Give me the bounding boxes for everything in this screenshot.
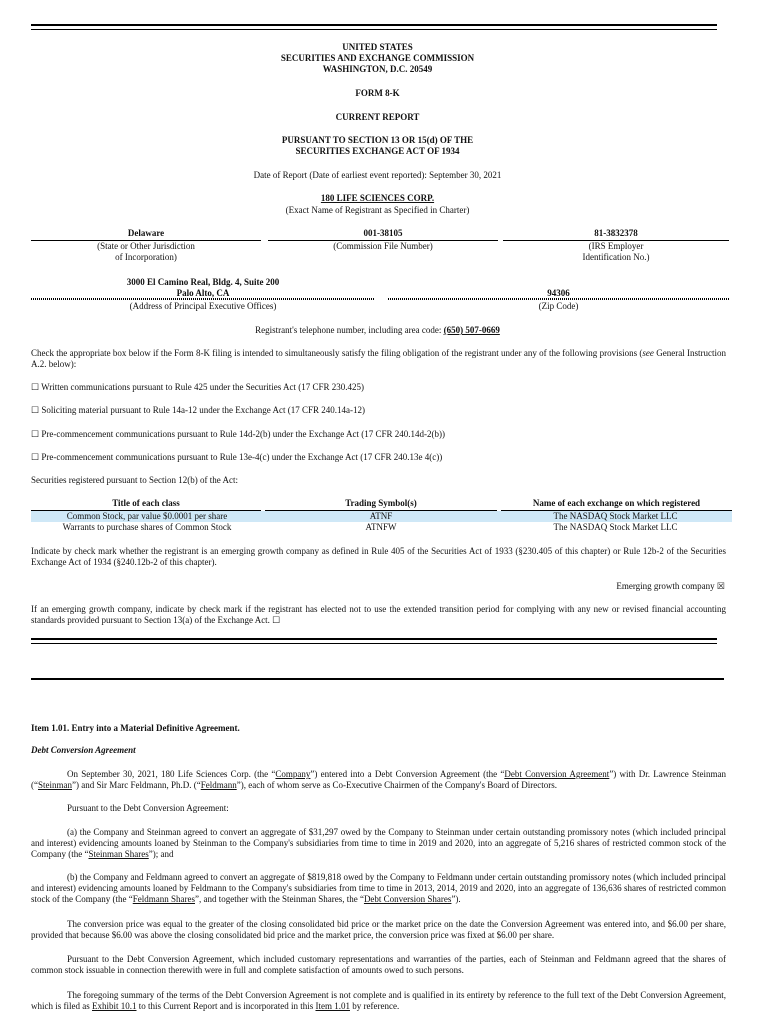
- form-title: FORM 8-K: [355, 88, 400, 98]
- address-value: [31, 277, 375, 299]
- p7-text-b: to this Current Report and is incorporated in this: [136, 1001, 316, 1011]
- state-label: [31, 241, 261, 263]
- cell-exchange: The NASDAQ Stock Market LLC: [553, 522, 678, 532]
- p4-text-a: (b) the Company and Feldmann agreed to convert an aggregate of $819,818 owed by the Company to Feldmann under certain outstanding promissory notes (which included principal and interest) evidencing amounts loaned by Feldmann to the Company's subsidiaries from time to time in 2013, 2014, 2019 and 2020, into an aggregate of 136,636 shares of restricted common stock of the Company (the “: [31, 872, 726, 904]
- p3-text-b: ”); and: [148, 849, 174, 859]
- date-of-report: Date of Report (Date of earliest event reported): September 30, 2021: [253, 170, 502, 180]
- p1-dca: Debt Conversion Agreement: [504, 769, 610, 779]
- checkbox-item-rule425: [31, 382, 726, 393]
- table-row: [31, 522, 732, 533]
- address-rule: [31, 298, 375, 300]
- check-intro-tail: General Instruction A.2. below):: [31, 348, 726, 369]
- p4-text-c: ”).: [451, 894, 461, 904]
- checkbox-icon[interactable]: ☐: [31, 452, 40, 462]
- p4-feldmann-shares: Feldmann Shares: [132, 894, 195, 904]
- cover-bottom-rule: [31, 638, 717, 644]
- item-subheading: Debt Conversion Agreement: [31, 745, 136, 755]
- header-line1: UNITED STATES: [342, 42, 413, 52]
- p3-steinman-shares: Steinman Shares: [88, 849, 149, 859]
- paragraph-steinman: [31, 827, 726, 860]
- cell-symbol: ATNF: [263, 511, 499, 523]
- state-label-line1: (State or Other Jurisdiction: [97, 241, 195, 251]
- checkbox-label: Soliciting material pursuant to Rule 14a-12 under the Exchange Act (17 CFR 240.14a-12): [41, 405, 366, 415]
- checkbox-icon[interactable]: ☐: [31, 405, 40, 415]
- irs-value: 81-3832378: [594, 228, 638, 238]
- paragraph-conversion-price: The conversion price was equal to the greater of the closing consolidated bid price or the market price on the date the Conversion Agreement was entered into, and $6.00 per share, provided that because $6.00 was above the closing consolidated bid price and the market price, the conversion price was fixed at $6.00 per share.: [31, 919, 726, 940]
- p4-text-b: ”, and together with the Steinman Shares, the “: [194, 894, 364, 904]
- cell-exchange: The NASDAQ Stock Market LLC: [499, 511, 732, 523]
- p1-text-b: ”) entered into a Debt Conversion Agreement (the “: [310, 769, 505, 779]
- item-link[interactable]: Item 1.01: [315, 1001, 350, 1011]
- paragraph-summary: [31, 990, 726, 1012]
- zip-label: (Zip Code): [538, 301, 579, 311]
- checkbox-label: Pre-commencement communications pursuant to Rule 13e-4(c) under the Exchange Act (17 CFR 240.13e 4(c)): [41, 452, 443, 462]
- file-number-label: (Commission File Number): [333, 241, 433, 251]
- securities-table: [31, 498, 732, 533]
- checkbox-item-rule14a12: [31, 405, 726, 416]
- page-break-rule: [31, 678, 724, 680]
- paragraph-feldmann: [31, 872, 726, 905]
- p4-debt-conversion-shares: Debt Conversion Shares: [363, 894, 452, 904]
- table-header-row: [31, 498, 732, 511]
- cell-title: Warrants to purchase shares of Common Stock: [62, 522, 232, 532]
- address-line2: Palo Alto, CA: [176, 288, 230, 298]
- telephone-number: (650) 507-0669: [443, 325, 500, 335]
- top-rule: [31, 24, 717, 30]
- check-intro-see: see: [642, 348, 654, 358]
- checkbox-icon[interactable]: ☐: [31, 382, 40, 392]
- report-title: CURRENT REPORT: [335, 112, 420, 122]
- checkbox-item-rule14d2: [31, 429, 726, 440]
- checkbox-label: Written communications pursuant to Rule 425 under the Securities Act (17 CFR 230.425): [41, 382, 365, 392]
- p1-text-d: ”) and Sir Marc Feldmann, Ph.D. (“: [72, 780, 201, 790]
- paragraph-representations: Pursuant to the Debt Conversion Agreement, which included customary representations and warranties of the parties, each of Steinman and Feldmann agreed that the shares of common stock issuable in connection therewith were in full and complete satisfaction of amounts owed to such persons.: [31, 954, 726, 975]
- p3-text-a: (a) the Company and Steinman agreed to convert an aggregate of $31,297 owed by the Company to Steinman under certain outstanding promissory notes (which included principal and interest) evidencing amounts loaned by Steinman to the Company's subsidiaries from time to time in 2019 and 2020, into an aggregate of 5,216 shares of restricted common stock of the Company (the “: [31, 827, 726, 859]
- p7-text-a: The foregoing summary of the terms of the Debt Conversion Agreement is not complete and is qualified in its entirety by reference to the full text of the Debt Conversion Agreement, which is filed as: [31, 990, 726, 1011]
- egc-label: Emerging growth company ☒: [616, 581, 725, 591]
- state-value: Delaware: [127, 228, 165, 238]
- pursuant-line1: PURSUANT TO SECTION 13 OR 15(d) OF THE: [281, 135, 474, 145]
- p1-text-a: On September 30, 2021, 180 Life Sciences Corp. (the “: [67, 769, 276, 779]
- zip-value: 94306: [547, 288, 570, 298]
- p7-text-c: by reference.: [349, 1001, 400, 1011]
- p1-company: Company: [275, 769, 311, 779]
- irs-label-line1: (IRS Employer: [588, 241, 644, 251]
- header-line2: SECURITIES AND EXCHANGE COMMISSION: [280, 53, 475, 63]
- check-intro: Check the appropriate box below if the Form 8-K filing is intended to simultaneously satisfy the filing obligation of the registrant under any of the following provisions (see General Instruction A.2. below):: [31, 348, 726, 369]
- address-label: (Address of Principal Executive Offices): [129, 301, 277, 311]
- p1-text-c: ”) with Dr. Lawrence Steinman (“: [31, 769, 727, 790]
- company-name-label: (Exact Name of Registrant as Specified in Charter): [285, 205, 470, 215]
- paragraph-pursuant: Pursuant to the Debt Conversion Agreement:: [67, 803, 229, 813]
- p1-steinman: Steinman: [38, 780, 72, 790]
- pursuant-line2: SECURITIES EXCHANGE ACT OF 1934: [295, 146, 460, 156]
- pursuant-block: [31, 135, 724, 157]
- checkbox-label: Pre-commencement communications pursuant to Rule 14d-2(b) under the Exchange Act (17 CFR 240.14d-2(b)): [41, 429, 445, 439]
- check-intro-text: Check the appropriate box below if the Form 8-K filing is intended to simultaneously satisfy the filing obligation of the registrant under any of the following provisions: [31, 348, 638, 358]
- company-name: 180 LIFE SCIENCES CORP.: [320, 193, 435, 203]
- telephone-prefix: Registrant's telephone number, including area code:: [255, 325, 444, 335]
- paragraph-agreement: [31, 769, 726, 791]
- column-header-symbol: Trading Symbol(s): [263, 498, 499, 511]
- file-number-value: 001-38105: [363, 228, 403, 238]
- column-header-exchange: Name of each exchange on which registered: [499, 498, 732, 511]
- irs-label-line2: Identification No.): [582, 252, 650, 262]
- p1-text-e: ”), each of whom serve as Co-Executive Chairmen of the Company's Board of Directors.: [236, 780, 558, 790]
- securities-intro: Securities registered pursuant to Section 12(b) of the Act:: [31, 475, 238, 485]
- checkbox-icon[interactable]: ☐: [31, 429, 40, 439]
- telephone-line: [31, 325, 724, 336]
- checkbox-item-rule13e4: [31, 452, 726, 463]
- p1-feldmann: Feldmann: [200, 780, 237, 790]
- column-header-title: Title of each class: [31, 498, 263, 511]
- irs-label: [503, 241, 729, 263]
- transition-paragraph: If an emerging growth company, indicate by check mark if the registrant has elected not to use the extended transition period for complying with any new or revised financial accounting standards provided pursuant to Section 13(a) of the Exchange Act. ☐: [31, 604, 726, 625]
- cell-symbol: ATNFW: [365, 522, 397, 532]
- header-line3: WASHINGTON, D.C. 20549: [322, 64, 433, 74]
- table-row: [31, 511, 732, 523]
- item-heading: Item 1.01. Entry into a Material Definitive Agreement.: [31, 723, 240, 733]
- state-label-line2: of Incorporation): [115, 252, 177, 262]
- cell-title: Common Stock, par value $0.0001 per share: [31, 511, 263, 523]
- cover-header: [31, 42, 724, 75]
- egc-paragraph: Indicate by check mark whether the registrant is an emerging growth company as defined in Rule 405 of the Securities Act of 1933 (§230.405 of this chapter) or Rule 12b-2 of the Securities Exchange Act of 1934 (§240.12b-2 of this chapter).: [31, 546, 726, 567]
- address-line1: 3000 El Camino Real, Bldg. 4, Suite 200: [126, 277, 280, 287]
- zip-rule: [388, 298, 729, 300]
- exhibit-link[interactable]: Exhibit 10.1: [92, 1001, 137, 1011]
